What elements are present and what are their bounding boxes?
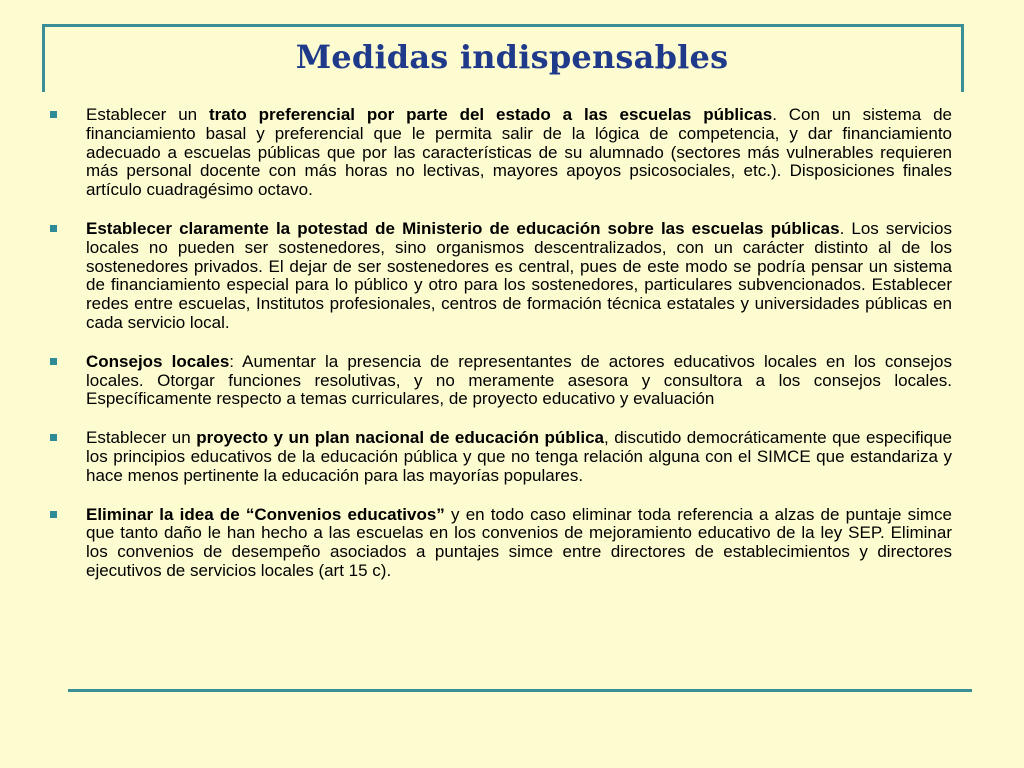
- bullet-item-potestad-ministerio: [50, 220, 952, 333]
- bullet-text-post: : Aumentar la presencia de representantes de actores educativos locales en los consejos locales. Otorgar funciones resolutivas, y no meramente asesora y consultora a los consejos locales. Específicamente respecto a temas curriculares, de proyecto educativo y evaluación: [86, 351, 952, 409]
- bullet-text-post: . Con un sistema de financiamiento basal y preferencial que le permita salir de la lógica de competencia, y dar financiamiento adecuado a escuelas públicas que por las características de su alumnado (sectores más vulnerables requieren más personal docente con más horas no lectivas, mayores apoyos psicosociales, etc.). Disposiciones finales artículo cuadragésimo octavo.: [86, 105, 952, 200]
- frame-line-top: [42, 24, 964, 27]
- bullet-text-bold: trato preferencial por parte del estado a las escuelas públicas: [208, 105, 773, 124]
- bullet-item-proyecto-nacional: [50, 429, 952, 485]
- bullet-text-post: . Los servicios locales no pueden ser sostenedores, sino organismos descentralizados, con un carácter distinto al de los sostenedores privados. El dejar de ser sostenedores es central, pues de este modo se podría pensar un sistema de financiamiento especial para lo público y otro para los sostenedores, particulares subvencionados. Establecer redes entre escuelas, Institutos profesionales, centros de formación técnica estatales y universidades públicas en cada servicio local.: [86, 218, 953, 332]
- bullet-item-convenios-educativos: [50, 506, 952, 581]
- square-bullet-icon: [50, 225, 57, 232]
- slide-title: Medidas indispensables: [295, 38, 729, 76]
- bullet-item-consejos-locales: [50, 353, 952, 409]
- square-bullet-icon: [50, 358, 57, 365]
- square-bullet-icon: [50, 111, 57, 118]
- bullet-text-post: y en todo caso eliminar toda referencia a alzas de puntaje simce que tanto daño le han hecho a las escuelas en los convenios de mejoramiento educativo de la ley SEP. Eliminar los convenios de desempeño asociados a puntajes simce entre directores de establecimientos y directores ejecutivos de servicios locales (art 15 c).: [86, 504, 952, 580]
- bullet-list: [50, 106, 952, 601]
- bullet-text-bold: Eliminar la idea de “Convenios educativos”: [86, 504, 445, 524]
- square-bullet-icon: [50, 434, 57, 441]
- bullet-text-bold: Establecer claramente la potestad de Ministerio de educación sobre las escuelas públicas: [86, 218, 840, 238]
- bullet-text-pre: Establecer un: [86, 428, 197, 448]
- bullet-text-bold: Consejos locales: [86, 351, 230, 371]
- bullet-item-trato-preferencial: [50, 106, 952, 200]
- bullet-text-bold: proyecto y un plan nacional de educación pública: [196, 428, 604, 448]
- bullet-text-pre: Establecer un: [86, 105, 209, 124]
- bullet-text-post: , discutido democráticamente que especifique los principios educativos de la educación pública y que no tenga relación alguna con el SIMCE que estandariza y hace menos pertinente la educación para las mayorías populares.: [86, 428, 952, 485]
- square-bullet-icon: [50, 511, 57, 518]
- frame-line-bottom: [68, 689, 972, 692]
